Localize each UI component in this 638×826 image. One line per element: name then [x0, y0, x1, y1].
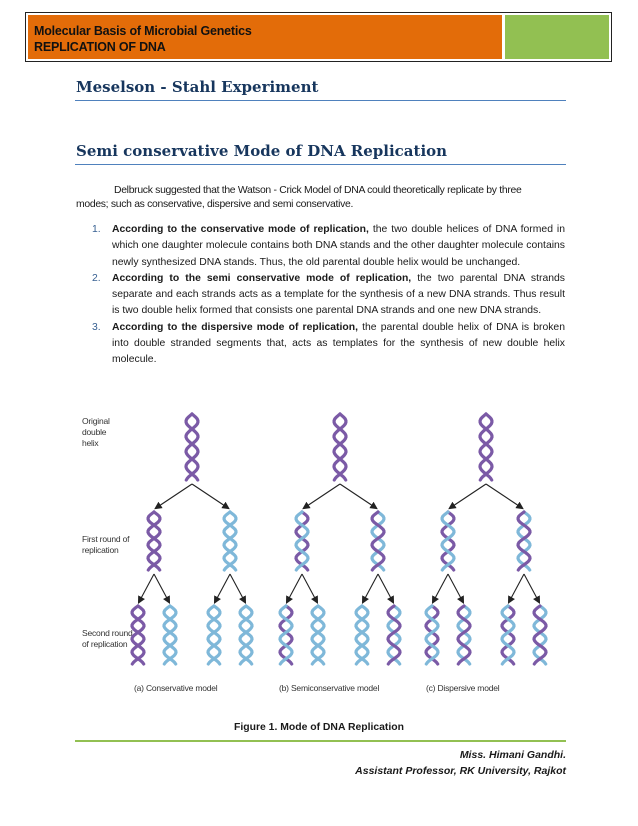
arrow — [230, 574, 245, 602]
row-label-second-2: of replication — [82, 639, 128, 649]
arrow — [304, 484, 340, 508]
header-title-block — [28, 15, 502, 59]
list-item-text: the two double helices of DNA formed in which one daughter molecule contains both DNA stands and the other daughter molecule contains newly synthesized DNA stands. Thus, the old parental double helix would be unchanged. — [112, 224, 566, 268]
intro-paragraph-line2: modes; such as conservative, dispersive and semi conservative. — [76, 199, 354, 210]
list-item — [92, 222, 565, 271]
arrow — [363, 574, 378, 602]
heading-rule — [75, 164, 566, 165]
section-heading-meselson-stahl: Meselson - Stahl Experiment — [76, 78, 319, 96]
list-item-bold: According to the semi conservative mode of replication, — [112, 272, 412, 284]
list-item-bold: According to the conservative mode of replication, — [112, 224, 369, 235]
arrow — [302, 574, 317, 602]
list-number: 2. — [92, 272, 101, 284]
replication-modes-list — [92, 222, 565, 369]
author-name: Miss. Himani Gandhi. — [459, 749, 566, 761]
row-label-original-2: double — [82, 427, 107, 437]
arrow — [509, 574, 524, 602]
list-item-text: the two parental DNA strands separate and each strands acts as a template for the synthesis of a new DNA strands. Thus result is two double helix formed that consists one parental DNA strands and one new DNA strands. — [112, 272, 565, 317]
arrow-group — [139, 484, 539, 602]
row-label-first-2: replication — [82, 545, 119, 555]
arrow — [433, 574, 448, 602]
header-course-title: Molecular Basis of Microbial Genetics — [34, 24, 252, 38]
header-chapter-title: REPLICATION OF DNA — [34, 40, 166, 54]
arrow — [448, 574, 463, 602]
model-label-semiconservative: (b) Semiconservative model — [279, 683, 380, 693]
row-label-first-1: First round of — [82, 534, 130, 544]
dna-replication-figure — [78, 408, 563, 706]
list-item — [92, 320, 565, 369]
heading-rule — [75, 100, 566, 101]
page-header — [25, 12, 612, 62]
arrow — [192, 484, 228, 508]
row-label-original-1: Original — [82, 416, 110, 426]
author-title: Assistant Professor, RK University, Rajkot — [355, 765, 566, 777]
intro-paragraph-line1: Delbruck suggested that the Watson - Crick Model of DNA could theoretically replicate by three — [114, 185, 522, 196]
arrow — [139, 574, 154, 602]
list-item-text: the parental double helix of DNA is broken into double stranded segments that, acts as templates for the synthesis of new double helix molecule. — [112, 321, 565, 366]
model-label-dispersive: (c) Dispersive model — [426, 683, 500, 693]
section-heading-semi-conservative: Semi conservative Mode of DNA Replication — [76, 142, 448, 160]
helix-group — [132, 414, 546, 664]
list-number: 3. — [92, 321, 101, 333]
arrow — [287, 574, 302, 602]
arrow — [524, 574, 539, 602]
figure-caption: Figure 1. Mode of DNA Replication — [234, 722, 404, 733]
header-accent-block — [505, 15, 609, 59]
page-footer — [355, 747, 566, 779]
list-item — [92, 271, 565, 320]
arrow — [156, 484, 192, 508]
row-label-original-3: helix — [82, 438, 99, 448]
arrow — [450, 484, 486, 508]
row-label-second-1: Second round — [82, 628, 133, 638]
arrow — [340, 484, 376, 508]
arrow — [215, 574, 230, 602]
footer-rule — [75, 740, 566, 742]
model-label-conservative: (a) Conservative model — [134, 683, 218, 693]
arrow — [378, 574, 393, 602]
arrow — [154, 574, 169, 602]
list-item-bold: According to the dispersive mode of replication, — [112, 321, 358, 333]
arrow — [486, 484, 522, 508]
list-number: 1. — [92, 224, 101, 235]
